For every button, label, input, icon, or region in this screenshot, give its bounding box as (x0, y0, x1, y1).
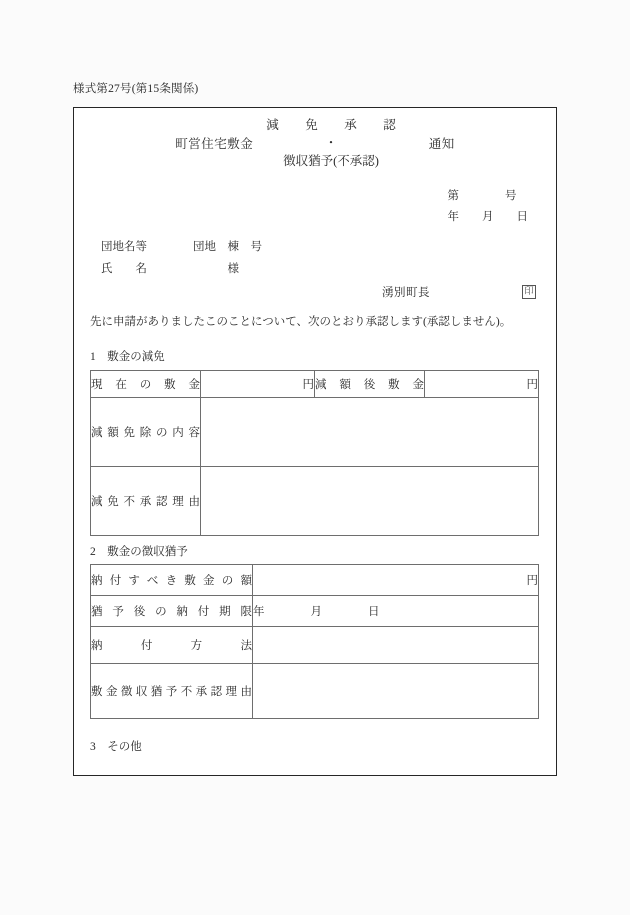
section-heading-1: 1 敷金の減免 (90, 351, 165, 363)
document-meta (448, 186, 529, 229)
section-heading-2: 2 敷金の徴収猶予 (90, 546, 188, 558)
title-suffix-notice: 通知 (428, 137, 455, 152)
label-reduction-details: 減額免除の内容 (91, 398, 201, 467)
value-current-deposit[interactable]: 円 (201, 371, 315, 398)
label-deferment-denial-reason: 敷金徴収猶予不承認理由 (91, 664, 253, 719)
table-row (91, 627, 539, 664)
document-date-line: 年 月 日 (447, 211, 528, 224)
document-title (74, 116, 556, 170)
value-payment-method[interactable] (253, 627, 539, 664)
table-row (91, 596, 539, 627)
form-number: 様式第27号(第15条関係) (73, 83, 199, 95)
title-prefix: 町営住宅敷金 (175, 137, 254, 152)
recipient-name-line: 氏 名 様 (101, 263, 239, 276)
label-payment-method: 納付方法 (91, 627, 253, 664)
title-line-separator: ・ (324, 136, 338, 151)
value-payable-amount[interactable]: 円 (253, 565, 539, 596)
table-deposit-reduction (90, 370, 539, 536)
value-reduced-deposit[interactable]: 円 (425, 371, 539, 398)
value-reduction-denial-reason[interactable] (201, 467, 539, 536)
label-reduction-denial-reason: 減免不承認理由 (91, 467, 201, 536)
table-row (91, 371, 539, 398)
label-current-deposit: 現在の敷金 (91, 371, 201, 398)
label-payable-amount: 納付すべき敷金の額 (91, 565, 253, 596)
value-deferred-due-date[interactable]: 年 月 日 (253, 596, 539, 627)
label-deferred-due-date: 猶予後の納付期限 (91, 596, 253, 627)
lead-sentence: 先に申請がありましたこのことについて、次のとおり承認します(承認しません)。 (90, 316, 512, 328)
issuer-block (382, 284, 536, 300)
table-row (91, 398, 539, 467)
title-line-reduction: 減 免 承 認 (266, 118, 403, 132)
issuer-name: 湧別町長 (382, 287, 430, 299)
document-number-line: 第 号 (447, 190, 517, 202)
title-stack (259, 116, 403, 170)
value-reduction-details[interactable] (201, 398, 539, 467)
section-heading-3: 3 その他 (90, 741, 142, 753)
seal-icon: 印 (522, 285, 536, 299)
estate-name-line: 団地名等 団地 棟 号 (101, 241, 262, 253)
title-line-deferment: 徴収猶予(不承認) (283, 154, 379, 169)
form-sheet (73, 107, 557, 776)
addressee-block (101, 236, 262, 281)
table-row (91, 664, 539, 719)
value-deferment-denial-reason[interactable] (253, 664, 539, 719)
table-row (91, 467, 539, 536)
table-deposit-deferment (90, 564, 539, 719)
label-reduced-deposit: 減額後敷金 (315, 371, 425, 398)
table-row (91, 565, 539, 596)
